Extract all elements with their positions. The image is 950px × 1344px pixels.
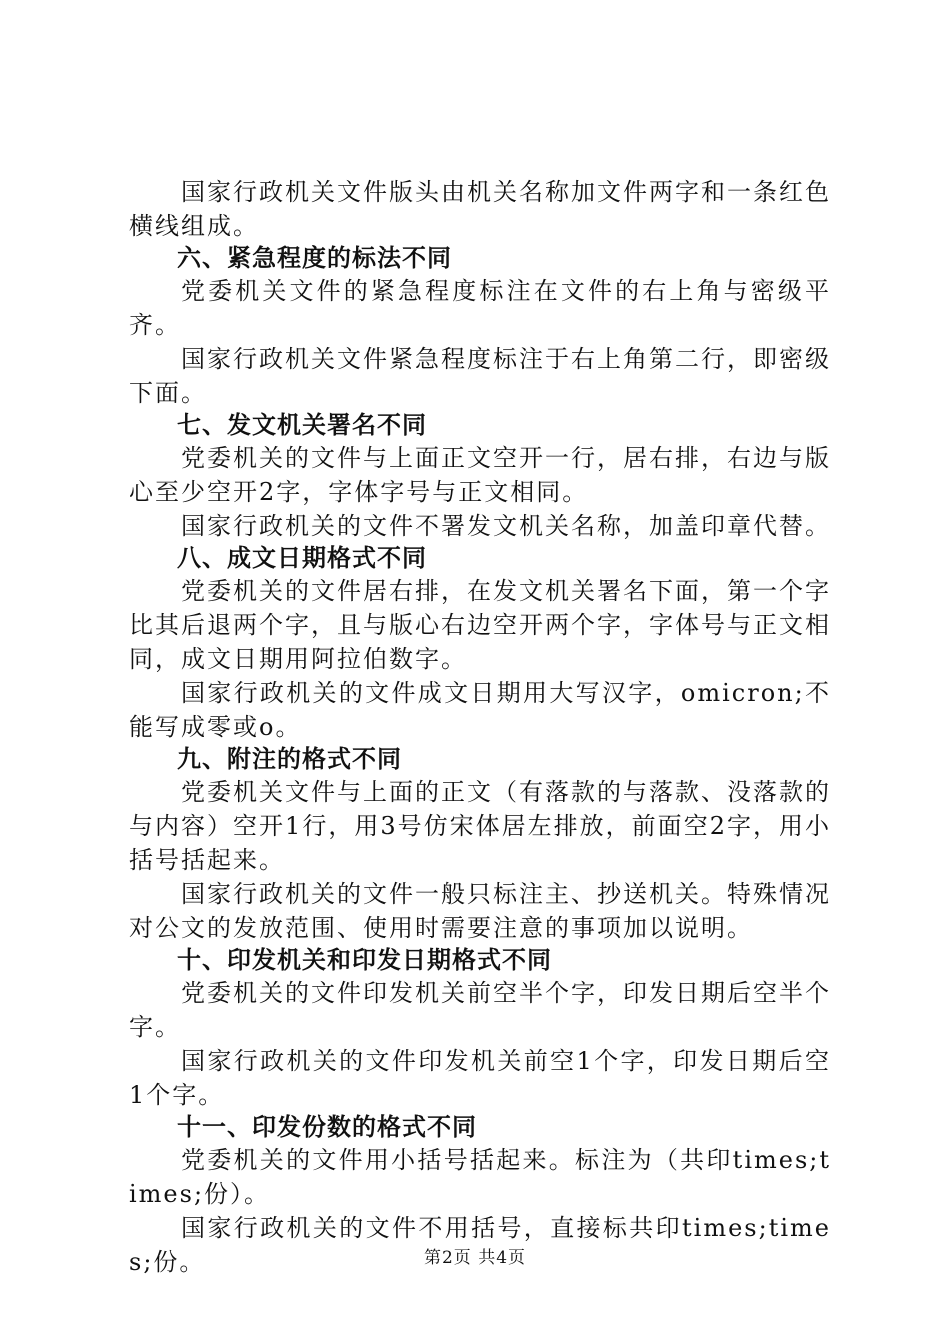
document-body [129,175,831,1279]
body-paragraph: 党委机关的文件与上面正文空开一行，居右排，右边与版心至少空开2字，字体字号与正文相同。 [129,444,831,506]
section-heading: 七、发文机关署名不同 [177,411,427,439]
body-paragraph: 国家行政机关文件紧急程度标注于右上角第二行，即密级下面。 [129,345,831,407]
body-paragraph: 党委机关文件的紧急程度标注在文件的右上角与密级平齐。 [129,277,831,339]
section-heading: 八、成文日期格式不同 [177,544,427,572]
section-heading: 六、紧急程度的标法不同 [177,244,452,272]
body-paragraph: 党委机关的文件居右排，在发文机关署名下面，第一个字比其后退两个字，且与版心右边空开两个字，字体号与正文相同，成文日期用阿拉伯数字。 [129,577,831,673]
section-heading: 十一、印发份数的格式不同 [177,1113,477,1141]
page-number-footer: 第2页 共4页 [423,1248,527,1268]
body-paragraph: 国家行政机关的文件印发机关前空1个字，印发日期后空1个字。 [129,1047,831,1109]
body-paragraph: 国家行政机关的文件不署发文机关名称，加盖印章代替。 [181,512,831,540]
body-paragraph: 党委机关的文件用小括号括起来。标注为（共印times;times;份）。 [129,1146,831,1208]
section-heading: 十、印发机关和印发日期格式不同 [177,946,552,974]
body-paragraph: 国家行政机关的文件成文日期用大写汉字，omicron;不能写成零或o。 [129,679,831,741]
section-heading: 九、附注的格式不同 [177,745,402,773]
body-paragraph: 国家行政机关的文件不用括号，直接标共印times;times;份。 [129,1214,831,1276]
body-paragraph: 国家行政机关文件版头由机关名称加文件两字和一条红色横线组成。 [129,178,831,240]
body-paragraph: 党委机关的文件印发机关前空半个字，印发日期后空半个字。 [129,979,831,1041]
body-paragraph: 国家行政机关的文件一般只标注主、抄送机关。特殊情况对公文的发放范围、使用时需要注意的事项加以说明。 [129,880,831,942]
body-paragraph: 党委机关文件与上面的正文（有落款的与落款、没落款的与内容）空开1行，用3号仿宋体居左排放，前面空2字，用小括号括起来。 [129,778,831,874]
